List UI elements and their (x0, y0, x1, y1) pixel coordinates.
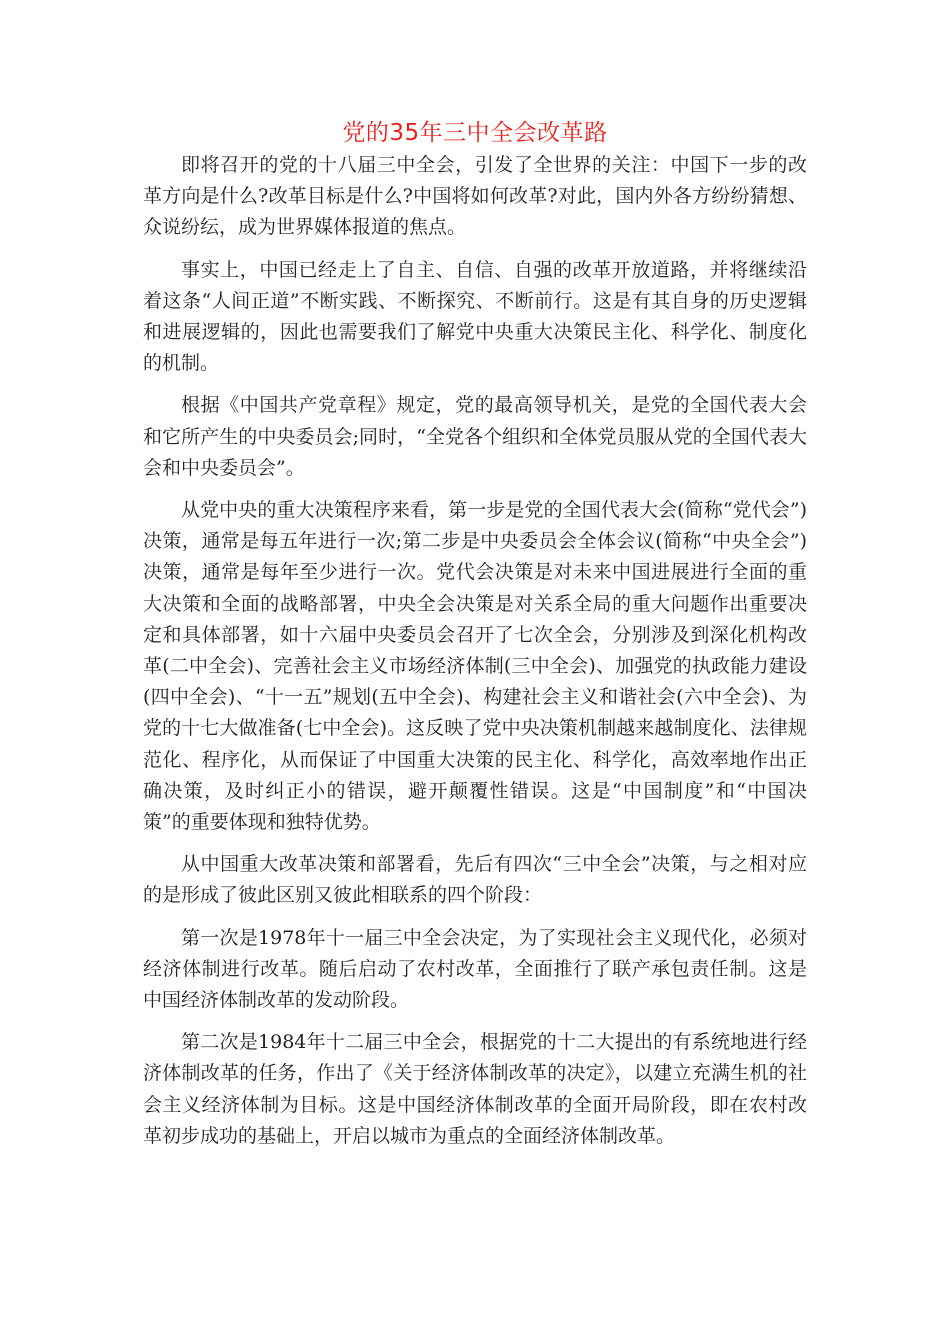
document-body (143, 150, 807, 1163)
paragraph-4: 从党中央的重大决策程序来看，第一步是党的全国代表大会(简称“党代会”)决策，通常是每五年进行一次;第二步是中央委员会全体会议(简称“中央全会”)决策，通常是每年至少进行一次。党代会决策是对未来中国进展进行全面的重大决策和全面的战略部署，中央全会决策是对关系全局的重大问题作出重要决定和具体部署，如十六届中央委员会召开了七次全会，分别涉及到深化机构改革(二中全会)、完善社会主义市场经济体制(三中全会)、加强党的执政能力建设(四中全会)、“十一五”规划(五中全会)、构建社会主义和谐社会(六中全会)、为党的十七大做准备(七中全会)。这反映了党中央决策机制越来越制度化、法律规范化、程序化，从而保证了中国重大决策的民主化、科学化，高效率地作出正确决策，及时纠正小的错误，避开颠覆性错误。这是“中国制度”和“中国决策”的重要体现和独特优势。 (143, 499, 807, 834)
paragraph-7: 第二次是1984年十二届三中全会，根据党的十二大提出的有系统地进行经济体制改革的任务，作出了《关于经济体制改革的决定》，以建立充满生机的社会主义经济体制为目标。这是中国经济体制改革的全面开局阶段，即在农村改革初步成功的基础上，开启以城市为重点的全面经济体制改革。 (143, 1031, 807, 1147)
document-title: 党的35年三中全会改革路 (342, 120, 608, 146)
paragraph-1: 即将召开的党的十八届三中全会，引发了全世界的关注：中国下一步的改革方向是什么?改革目标是什么?中国将如何改革?对此，国内外各方纷纷猜想、众说纷纭，成为世界媒体报道的焦点。 (143, 154, 807, 239)
paragraph-6: 第一次是1978年十一届三中全会决定，为了实现社会主义现代化，必须对经济体制进行改革。随后启动了农村改革，全面推行了联产承包责任制。这是中国经济体制改革的发动阶段。 (143, 926, 807, 1012)
paragraph-2: 事实上，中国已经走上了自主、自信、自强的改革开放道路，并将继续沿着这条“人间正道”不断实践、不断探究、不断前行。这是有其自身的历史逻辑和进展逻辑的，因此也需要我们了解党中央重大决策民主化、科学化、制度化的机制。 (143, 258, 807, 375)
paragraph-3: 根据《中国共产党章程》规定，党的最高领导机关，是党的全国代表大会和它所产生的中央委员会;同时，“全党各个组织和全体党员服从党的全国代表大会和中央委员会”。 (143, 394, 807, 479)
paragraph-5: 从中国重大改革决策和部署看，先后有四次“三中全会”决策，与之相对应的是形成了彼此区别又彼此相联系的四个阶段： (143, 853, 807, 907)
